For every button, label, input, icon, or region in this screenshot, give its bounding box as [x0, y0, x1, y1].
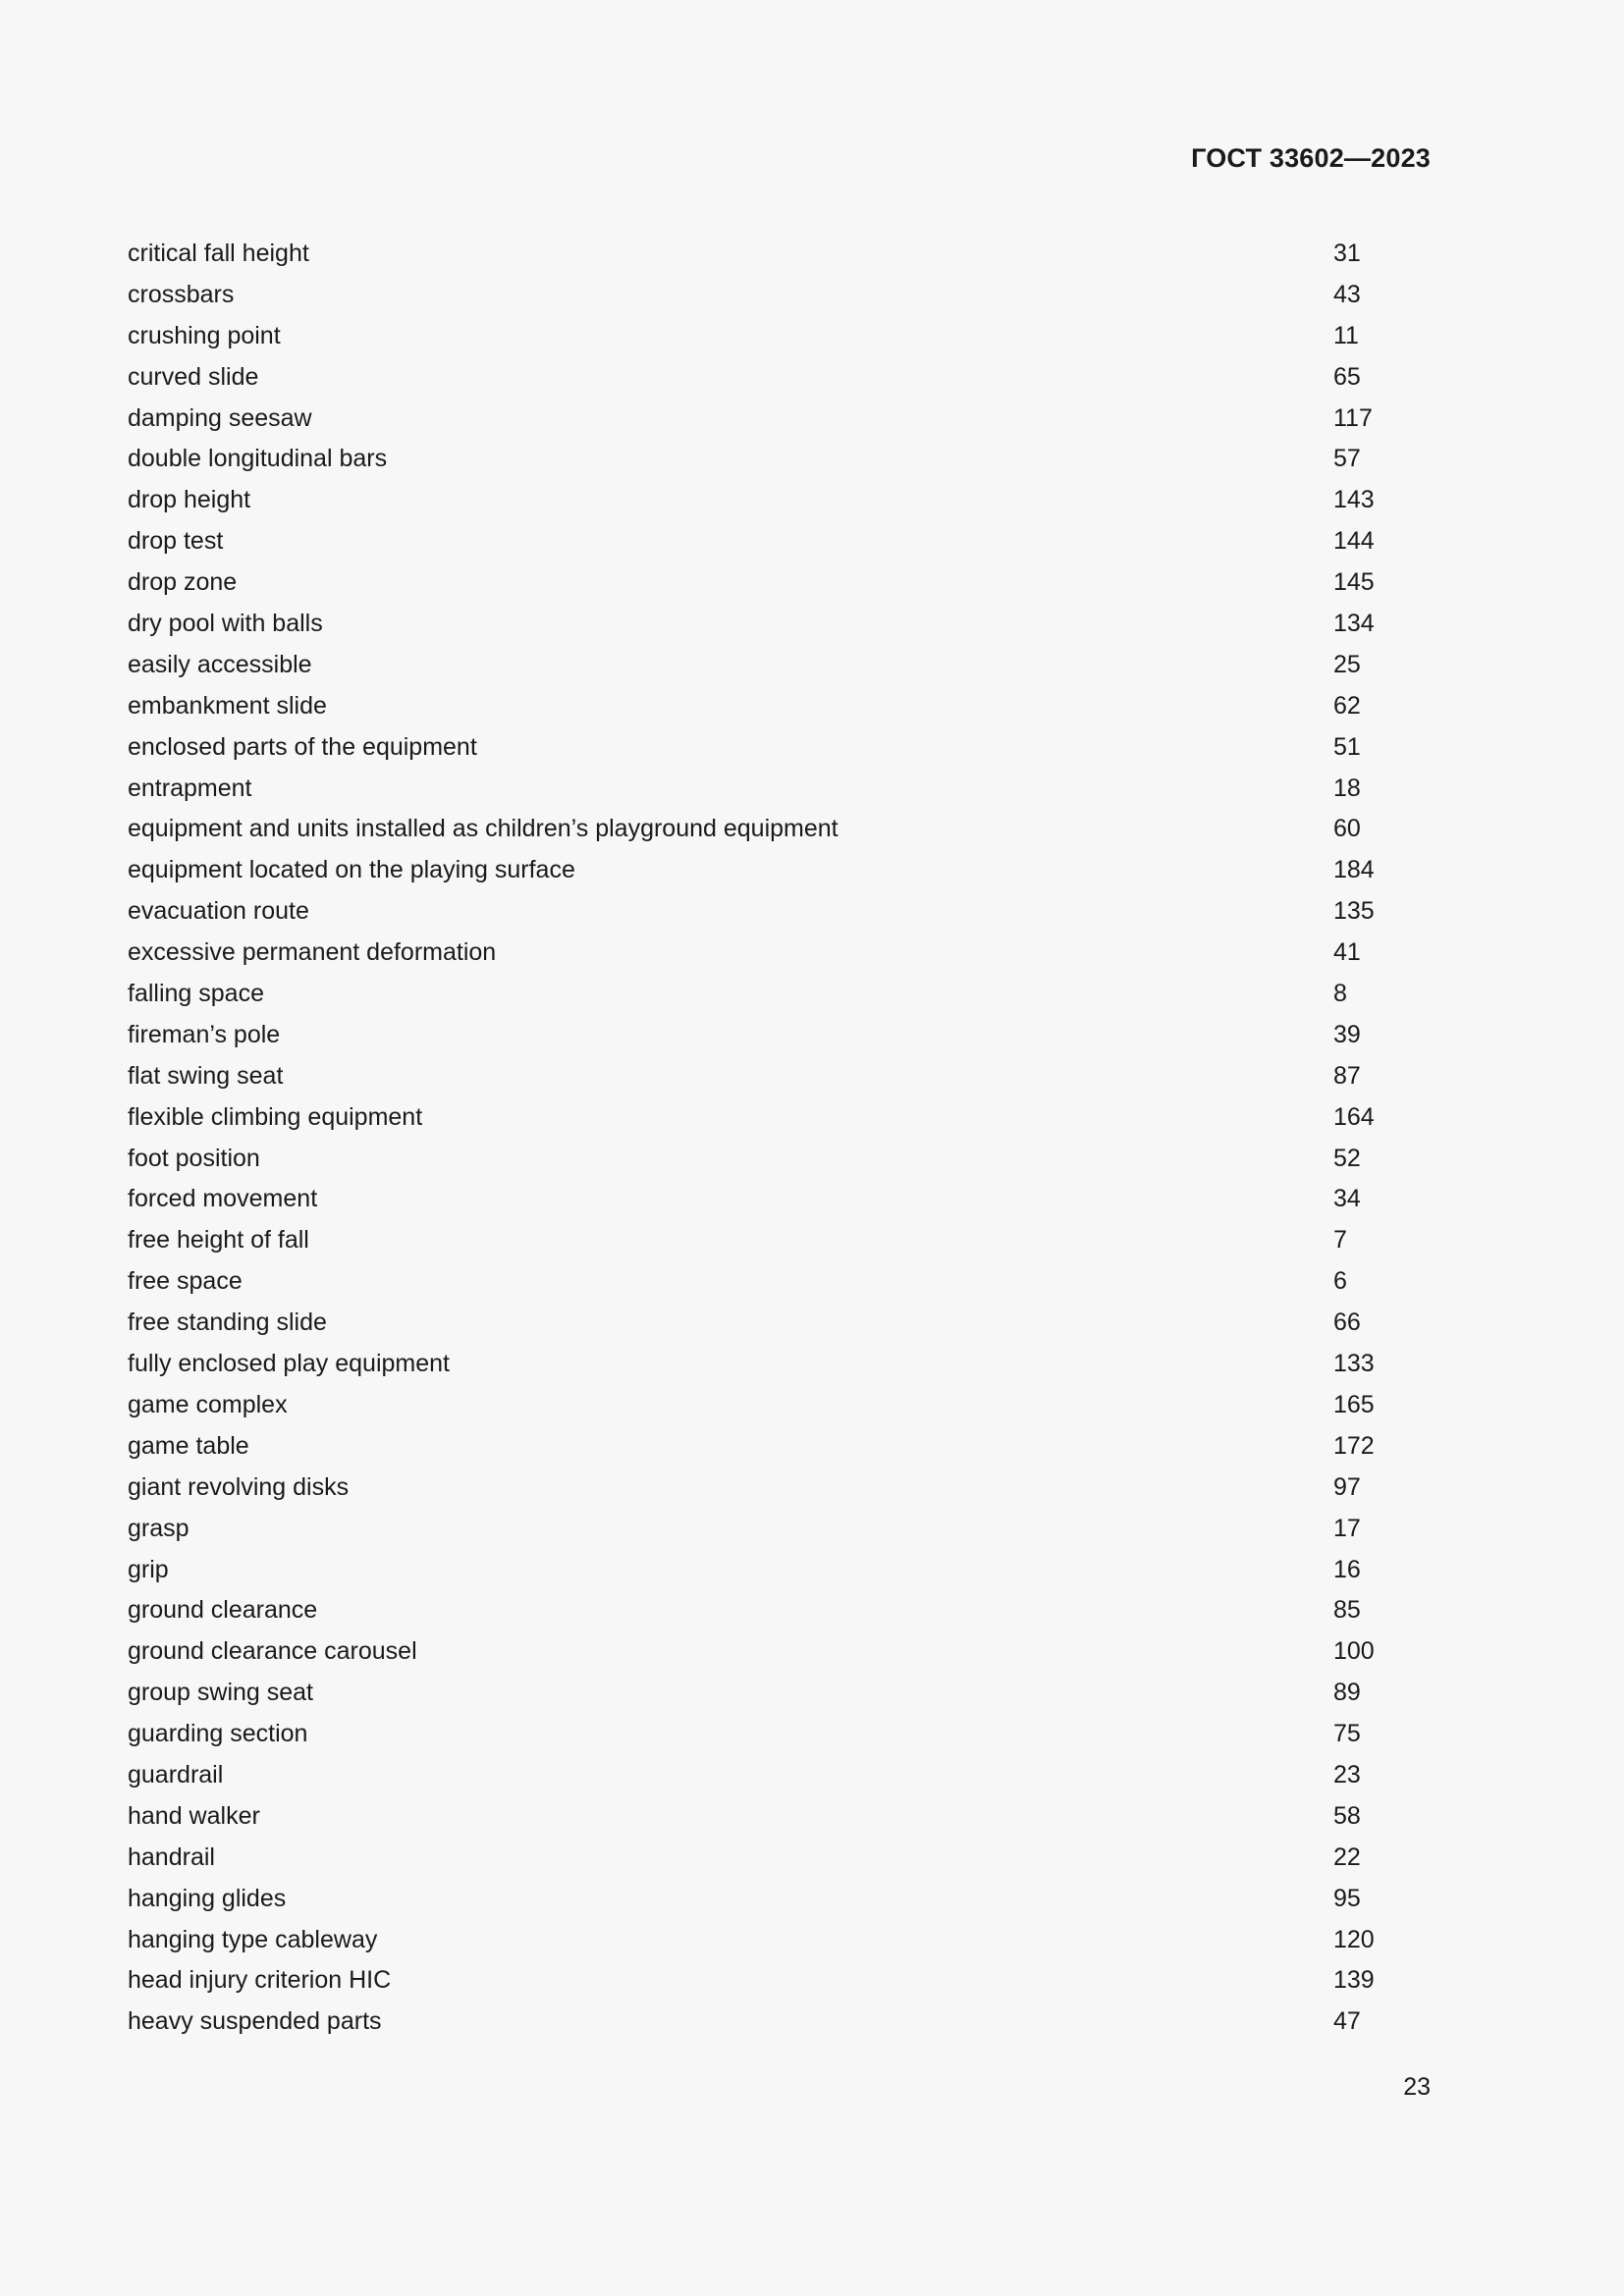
index-term-number: 39	[1333, 1020, 1361, 1048]
index-term: damping seesaw	[128, 403, 312, 432]
page-number: 23	[1403, 2073, 1431, 2101]
index-entry	[128, 1631, 1404, 1673]
index-term-number: 17	[1333, 1514, 1361, 1542]
index-term: handrail	[128, 1842, 215, 1871]
index-term-number: 41	[1333, 938, 1361, 967]
index-term-number: 60	[1333, 815, 1361, 843]
index-term: drop test	[128, 527, 224, 556]
index-term: crossbars	[128, 280, 235, 308]
index-term-number: 134	[1333, 610, 1375, 638]
index-term-number: 139	[1333, 1966, 1375, 1995]
index-term-number: 65	[1333, 362, 1361, 391]
index-term: enclosed parts of the equipment	[128, 732, 477, 761]
index-term-number: 120	[1333, 1925, 1375, 1953]
index-term-number: 184	[1333, 856, 1375, 884]
index-term-number: 23	[1333, 1760, 1361, 1789]
index-term: hanging type cableway	[128, 1925, 378, 1953]
index-entry	[128, 480, 1404, 521]
index-term: flexible climbing equipment	[128, 1102, 423, 1131]
index-term: hand walker	[128, 1801, 260, 1830]
index-term-number: 16	[1333, 1555, 1361, 1583]
index-entry	[128, 1179, 1404, 1220]
index-term: forced movement	[128, 1185, 318, 1213]
index-entry	[128, 234, 1404, 275]
index-entry	[128, 891, 1404, 933]
index-term-number: 164	[1333, 1102, 1375, 1131]
index-term: hanging glides	[128, 1884, 287, 1912]
index-entry	[128, 1056, 1404, 1097]
index-term: giant revolving disks	[128, 1472, 350, 1501]
index-entry	[128, 1673, 1404, 1714]
index-term: drop zone	[128, 568, 238, 597]
index-term-number: 172	[1333, 1431, 1375, 1460]
index-entry	[128, 357, 1404, 399]
index-term: curved slide	[128, 362, 259, 391]
index-term: game table	[128, 1431, 249, 1460]
index-term-number: 58	[1333, 1801, 1361, 1830]
index-entry	[128, 1960, 1404, 2002]
index-entry	[128, 604, 1404, 645]
index-entry	[128, 439, 1404, 480]
index-entry	[128, 1714, 1404, 1755]
index-term-number: 7	[1333, 1226, 1347, 1255]
index-entry	[128, 1920, 1404, 1961]
index-term: drop height	[128, 486, 251, 514]
index-term-number: 117	[1333, 403, 1373, 432]
index-term: fireman’s pole	[128, 1020, 281, 1048]
index-entry	[128, 974, 1404, 1015]
index-entry	[128, 1468, 1404, 1509]
index-term: dry pool with balls	[128, 610, 323, 638]
index-term: grasp	[128, 1514, 189, 1542]
index-entry	[128, 1426, 1404, 1468]
index-term-number: 18	[1333, 774, 1361, 802]
index-term-number: 8	[1333, 980, 1347, 1008]
index-term: guarding section	[128, 1720, 308, 1748]
index-term: flat swing seat	[128, 1061, 284, 1090]
index-term: guardrail	[128, 1760, 224, 1789]
index-term-number: 22	[1333, 1842, 1361, 1871]
index-term: equipment and units installed as children’s playground equipment	[128, 815, 839, 843]
index-term-number: 75	[1333, 1720, 1361, 1748]
index-term: easily accessible	[128, 650, 312, 678]
index-term-number: 135	[1333, 897, 1375, 926]
index-entry	[128, 645, 1404, 686]
index-entry	[128, 1509, 1404, 1550]
index-entry	[128, 686, 1404, 727]
index-term: game complex	[128, 1390, 288, 1418]
index-entry	[128, 1097, 1404, 1139]
index-term-number: 6	[1333, 1267, 1347, 1296]
index-term-number: 57	[1333, 445, 1361, 473]
index-term-number: 144	[1333, 527, 1375, 556]
index-term: evacuation route	[128, 897, 309, 926]
index-entry	[128, 521, 1404, 562]
index-term: excessive permanent deformation	[128, 938, 497, 967]
index-term-number: 165	[1333, 1390, 1375, 1418]
index-term: crushing point	[128, 321, 281, 349]
index-entry	[128, 769, 1404, 810]
index-term: critical fall height	[128, 240, 309, 267]
index-entry	[128, 1344, 1404, 1385]
index-term-number: 100	[1333, 1637, 1375, 1666]
index-entry	[128, 562, 1404, 604]
index-term: equipment located on the playing surface	[128, 856, 575, 884]
index-term: group swing seat	[128, 1679, 314, 1707]
index-entry	[128, 1796, 1404, 1838]
index-term: fully enclosed play equipment	[128, 1350, 450, 1378]
index-term-number: 62	[1333, 691, 1361, 720]
index-term-number: 145	[1333, 568, 1375, 597]
index-entry	[128, 809, 1404, 850]
index-term-number: 89	[1333, 1679, 1361, 1707]
index-term-number: 47	[1333, 2007, 1361, 2036]
index-term: foot position	[128, 1144, 260, 1172]
index-term-number: 31	[1333, 240, 1361, 267]
index-entry	[128, 1838, 1404, 1879]
index-entry	[128, 1755, 1404, 1796]
index-term-number: 97	[1333, 1472, 1361, 1501]
index-entry	[128, 1303, 1404, 1344]
index-entry	[128, 850, 1404, 891]
index-term-number: 87	[1333, 1061, 1361, 1090]
index-entry	[128, 316, 1404, 357]
index-term: double longitudinal bars	[128, 445, 388, 473]
index-term: ground clearance	[128, 1596, 318, 1625]
alphabetical-index	[128, 234, 1404, 2043]
index-entry	[128, 1385, 1404, 1426]
index-term: grip	[128, 1555, 169, 1583]
document-header: ГОСТ 33602—2023	[1191, 143, 1431, 173]
index-term-number: 133	[1333, 1350, 1375, 1378]
index-entry	[128, 1261, 1404, 1303]
index-entry	[128, 1550, 1404, 1591]
index-term-number: 34	[1333, 1185, 1361, 1213]
index-term-number: 25	[1333, 650, 1361, 678]
index-entry	[128, 727, 1404, 769]
index-term-number: 66	[1333, 1308, 1361, 1337]
index-term-number: 143	[1333, 486, 1375, 514]
index-term: falling space	[128, 980, 264, 1008]
index-term-number: 95	[1333, 1884, 1361, 1912]
index-entry	[128, 1015, 1404, 1056]
index-term: heavy suspended parts	[128, 2007, 382, 2036]
index-term: head injury criterion HIC	[128, 1966, 392, 1995]
index-term: entrapment	[128, 774, 252, 802]
index-term: free space	[128, 1267, 243, 1296]
index-term-number: 43	[1333, 280, 1361, 308]
index-entry	[128, 399, 1404, 440]
index-term-number: 52	[1333, 1144, 1361, 1172]
index-entry	[128, 275, 1404, 316]
index-entry	[128, 2002, 1404, 2043]
index-term: free standing slide	[128, 1308, 327, 1337]
index-term: free height of fall	[128, 1226, 309, 1255]
index-entry	[128, 1220, 1404, 1261]
index-term: embankment slide	[128, 691, 327, 720]
index-entry	[128, 1590, 1404, 1631]
index-term-number: 85	[1333, 1596, 1361, 1625]
index-term-number: 11	[1333, 321, 1359, 349]
index-term: ground clearance carousel	[128, 1637, 417, 1666]
index-entry	[128, 1879, 1404, 1920]
index-term-number: 51	[1333, 732, 1361, 761]
index-entry	[128, 933, 1404, 974]
index-entry	[128, 1139, 1404, 1180]
